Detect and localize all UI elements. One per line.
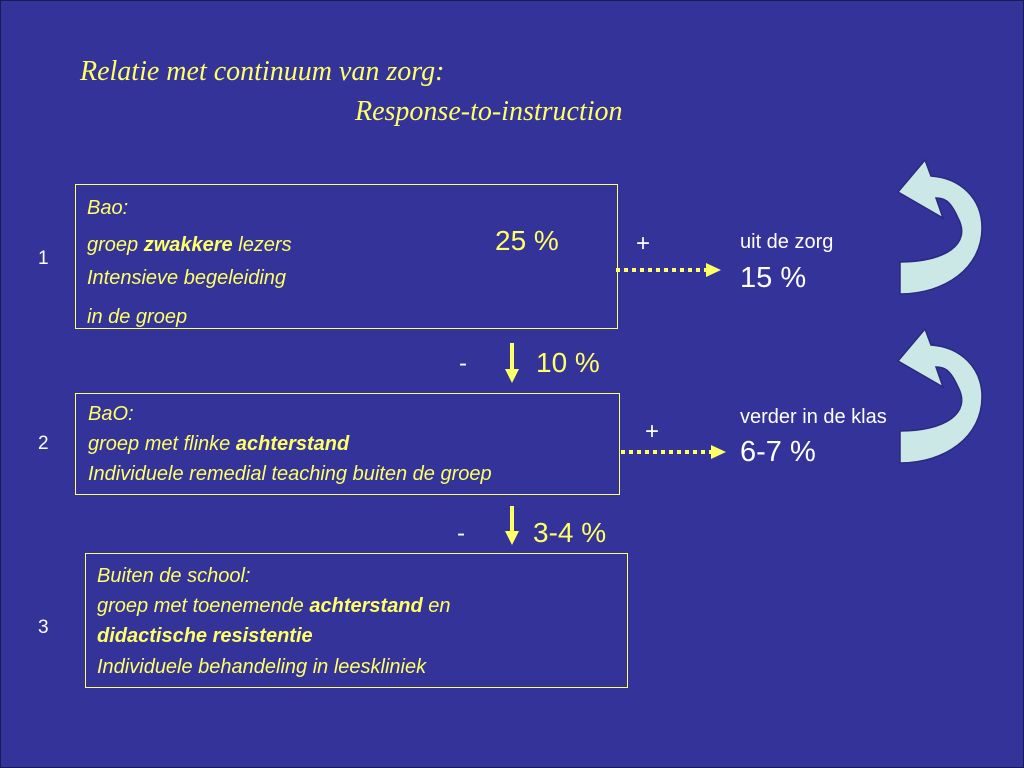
level-2-side-percentage: 6-7 % — [740, 436, 816, 468]
transition-2-percentage: 3-4 % — [533, 517, 607, 548]
level-1-side-percentage: 15 % — [740, 262, 807, 294]
level-1-location-line: in de groep — [87, 306, 188, 328]
level-2-support-line: Individuele remedial teaching buiten de groep — [88, 463, 492, 485]
level-2-plus: + — [645, 418, 660, 445]
level-2-side-label: verder in de klas — [740, 406, 887, 428]
slide-title: Relatie met continuum van zorg: — [80, 56, 445, 87]
level-3-resistance-line: didactische resistentie — [97, 625, 313, 647]
level-1-support-line: Intensieve begeleiding — [87, 267, 287, 289]
slide-subtitle: Response-to-instruction — [355, 96, 623, 127]
level-number-1: 1 — [38, 248, 49, 269]
curved-return-arrow-icon — [898, 329, 982, 463]
level-1-side-label: uit de zorg — [740, 231, 834, 253]
level-3-treatment-line: Individuele behandeling in leeskliniek — [97, 656, 427, 678]
transition-2-minus: - — [457, 520, 465, 547]
dotted-right-arrow-icon — [621, 445, 726, 459]
down-arrow-icon — [505, 343, 519, 383]
level-3-group-line: groep met toenemende achterstand en — [97, 595, 451, 617]
transition-1-percentage: 10 % — [536, 347, 600, 378]
level-number-3: 3 — [38, 617, 49, 638]
level-1-plus: + — [636, 230, 651, 257]
level-1-percentage: 25 % — [495, 225, 559, 256]
transition-1-minus: - — [459, 350, 467, 377]
level-1-group-line: groep zwakkere lezers — [87, 234, 292, 256]
dotted-right-arrow-icon — [616, 263, 721, 277]
level-3-heading: Buiten de school: — [97, 565, 251, 587]
level-1-heading: Bao: — [87, 197, 129, 219]
level-number-2: 2 — [38, 433, 49, 454]
level-2-heading: BaO: — [88, 403, 134, 425]
level-2-group-line: groep met flinke achterstand — [88, 433, 350, 455]
down-arrow-icon — [505, 506, 519, 545]
curved-return-arrow-icon — [898, 160, 982, 294]
